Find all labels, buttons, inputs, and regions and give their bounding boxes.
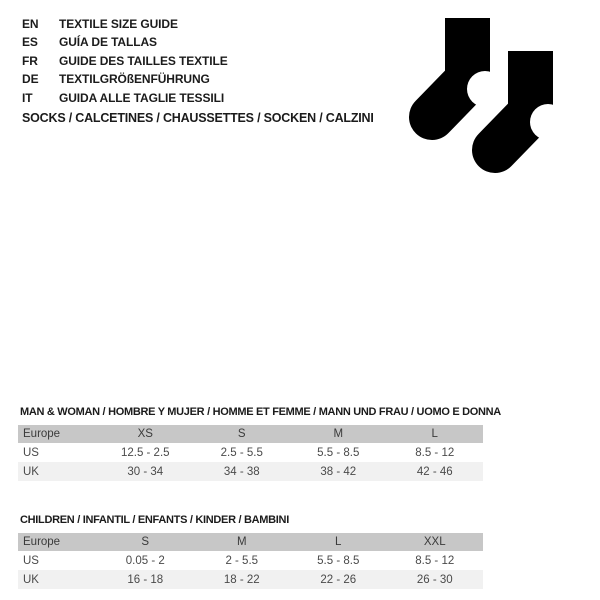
language-label: TEXTILGRÖßENFÜHRUNG	[59, 72, 210, 87]
language-code: DE	[22, 72, 39, 87]
table-header-row	[18, 425, 483, 443]
language-label: GUÍA DE TALLAS	[59, 35, 157, 50]
language-row	[22, 52, 228, 70]
table-row-us	[18, 551, 483, 570]
column-header: M	[194, 533, 291, 551]
column-header: L	[387, 425, 484, 443]
language-code: EN	[22, 17, 39, 31]
table-row-uk	[18, 462, 483, 481]
row-label: UK	[18, 462, 97, 481]
size-cell: 8.5 - 12	[415, 446, 455, 459]
column-header: XXL	[387, 533, 484, 551]
size-cell: 26 - 30	[387, 570, 484, 589]
column-header: L	[290, 533, 387, 551]
table-row-uk	[18, 570, 483, 589]
sock-heel-circle	[467, 71, 503, 107]
row-label: US	[23, 446, 39, 459]
table-header-row	[18, 533, 483, 551]
language-row	[22, 70, 228, 88]
size-cell: 22 - 26	[290, 570, 387, 589]
size-cell: 42 - 46	[387, 462, 484, 481]
table-row-us	[18, 443, 483, 462]
language-label: TEXTILE SIZE GUIDE	[59, 17, 178, 31]
column-header: Europe	[18, 425, 97, 443]
table-title-man-woman: MAN & WOMAN / HOMBRE Y MUJER / HOMME ET FEMME / MANN UND FRAU / UOMO E DONNA	[20, 406, 501, 418]
column-header: S	[194, 425, 291, 443]
category-line: SOCKS / CALCETINES / CHAUSSETTES / SOCKEN / CALZINI	[22, 111, 374, 125]
size-cell: 30 - 34	[97, 462, 194, 481]
row-label: UK	[18, 570, 97, 589]
size-table-man-woman	[18, 425, 483, 481]
size-cell: 2.5 - 5.5	[220, 446, 263, 459]
size-cell: 38 - 42	[290, 462, 387, 481]
language-row	[22, 15, 228, 33]
column-header: Europe	[18, 533, 97, 551]
size-cell: 8.5 - 12	[415, 554, 455, 567]
sock-left	[432, 18, 503, 117]
column-header: S	[97, 533, 194, 551]
size-table-children	[18, 533, 483, 589]
size-cell: 34 - 38	[194, 462, 291, 481]
language-code: FR	[22, 53, 38, 68]
language-code: IT	[22, 90, 33, 105]
column-header: M	[290, 425, 387, 443]
language-list	[22, 15, 228, 107]
table-title-children: CHILDREN / INFANTIL / ENFANTS / KINDER / BAMBINI	[20, 514, 289, 526]
size-cell: 5.5 - 8.5	[317, 554, 360, 567]
size-cell: 16 - 18	[97, 570, 194, 589]
language-row	[22, 33, 228, 51]
row-label: US	[23, 554, 39, 567]
language-code: ES	[22, 35, 38, 50]
column-header: XS	[97, 425, 194, 443]
sock-right	[495, 47, 566, 150]
sock-heel-circle	[530, 104, 566, 140]
size-cell: 2 - 5.5	[225, 554, 259, 567]
size-cell: 0.05 - 2	[125, 554, 165, 567]
language-label: GUIDE DES TAILLES TEXTILE	[59, 53, 228, 68]
size-cell: 12.5 - 2.5	[120, 446, 170, 459]
language-label: GUIDA ALLE TAGLIE TESSILI	[59, 90, 225, 105]
size-cell: 18 - 22	[194, 570, 291, 589]
socks-icon	[405, 3, 575, 178]
language-row	[22, 89, 228, 107]
size-cell: 5.5 - 8.5	[317, 446, 360, 459]
